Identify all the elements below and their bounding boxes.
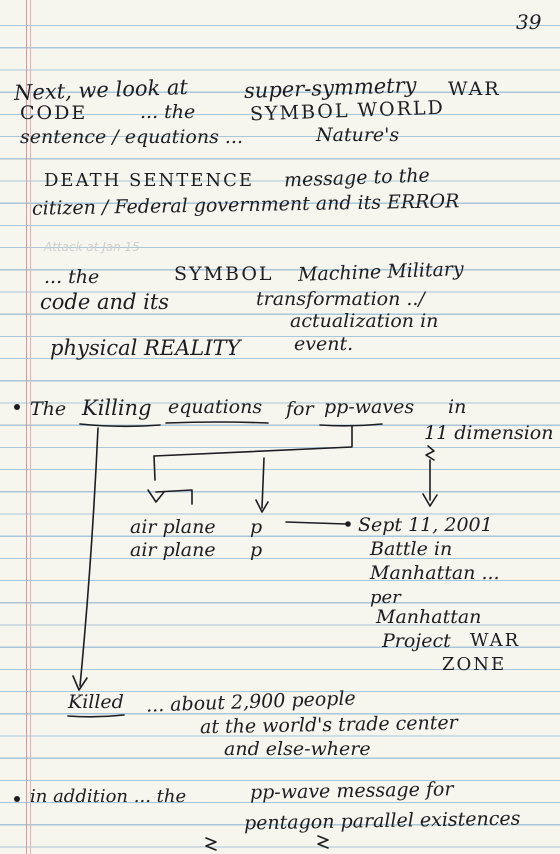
text-the-2: ... the [44, 266, 100, 288]
text-death-sentence: DEATH SENTENCE [44, 170, 255, 191]
text-code: CODE [20, 102, 88, 124]
text-transformation: transformation ../ [256, 288, 425, 310]
text-killed: Killed [68, 691, 124, 713]
long-arrow [80, 428, 98, 686]
text-citizen-government: citizen / Federal government and its ERROR [31, 190, 460, 220]
text-air-plane-2: air plane [130, 539, 216, 561]
text-p-2: p [250, 539, 263, 561]
text-actualization: actualization in [290, 310, 439, 332]
page-number: 39 [516, 10, 542, 34]
text-else-where: and else-where [224, 738, 371, 760]
underline-equations [166, 422, 268, 423]
text-sept-11: Sept 11, 2001 [358, 514, 493, 536]
text-pp-wave-message: pp-wave message for [249, 778, 454, 804]
arrow-to-p [262, 458, 264, 508]
text-air-plane-1: air plane [130, 516, 216, 538]
text-killing: Killing [82, 396, 152, 420]
bottom-mark-2 [318, 836, 328, 848]
underline-pp-waves [320, 424, 382, 426]
text-equations: equations [168, 396, 263, 418]
bracket-horizontal [154, 447, 352, 456]
underline-killed [68, 715, 124, 717]
text-manhattan: Manhattan ... [370, 562, 500, 584]
text-for: for [286, 398, 314, 420]
line-next-look: Next, we look at [13, 74, 189, 106]
text-physical-reality: physical REALITY [50, 336, 241, 360]
text-project: Project [382, 630, 451, 652]
bottom-mark-1 [206, 838, 216, 850]
text-world-trade-center: at the world's trade center [199, 711, 458, 739]
text-per: per [370, 587, 401, 608]
bracket-hook [156, 490, 192, 504]
text-pp-waves: pp-waves [324, 396, 415, 418]
text-symbol-world: SYMBOL WORLD [249, 96, 446, 126]
text-the: ... the [140, 101, 196, 123]
text-code-and-its: code and its [40, 290, 170, 314]
text-message-to: message to the [283, 164, 431, 192]
text-manhattan-2: Manhattan [376, 606, 482, 628]
arrow-p-to-sept [286, 522, 346, 524]
text-zone: ZONE [442, 654, 507, 675]
text-super-symmetry: super-symmetry [243, 72, 417, 104]
bracket-left-down [154, 456, 155, 480]
underline-killing [80, 424, 160, 426]
text-sentence-equations: sentence / equations ... [20, 126, 243, 148]
text-event: event. [294, 333, 354, 355]
faint-stamp-text: Attack at Jan 15 [44, 240, 140, 254]
text-p-1: p [250, 516, 263, 538]
text-war: WAR [448, 78, 501, 100]
text-in: in [448, 396, 467, 418]
text-pentagon: pentagon parallel existences [243, 807, 521, 835]
text-the-3: The [30, 398, 67, 420]
text-battle-in: Battle in [370, 538, 453, 560]
text-machine-military: Machine Military [297, 258, 465, 286]
text-in-addition: in addition ... the [30, 786, 187, 807]
arrow-dot [346, 522, 350, 526]
text-symbol: SYMBOL [174, 263, 274, 285]
text-war-2: WAR [470, 630, 521, 651]
text-about-2900: ... about 2,900 people [145, 687, 357, 717]
text-natures: Nature's [316, 124, 400, 146]
dimension-stroke [426, 446, 434, 460]
text-11-dimension: 11 dimension [424, 422, 554, 444]
